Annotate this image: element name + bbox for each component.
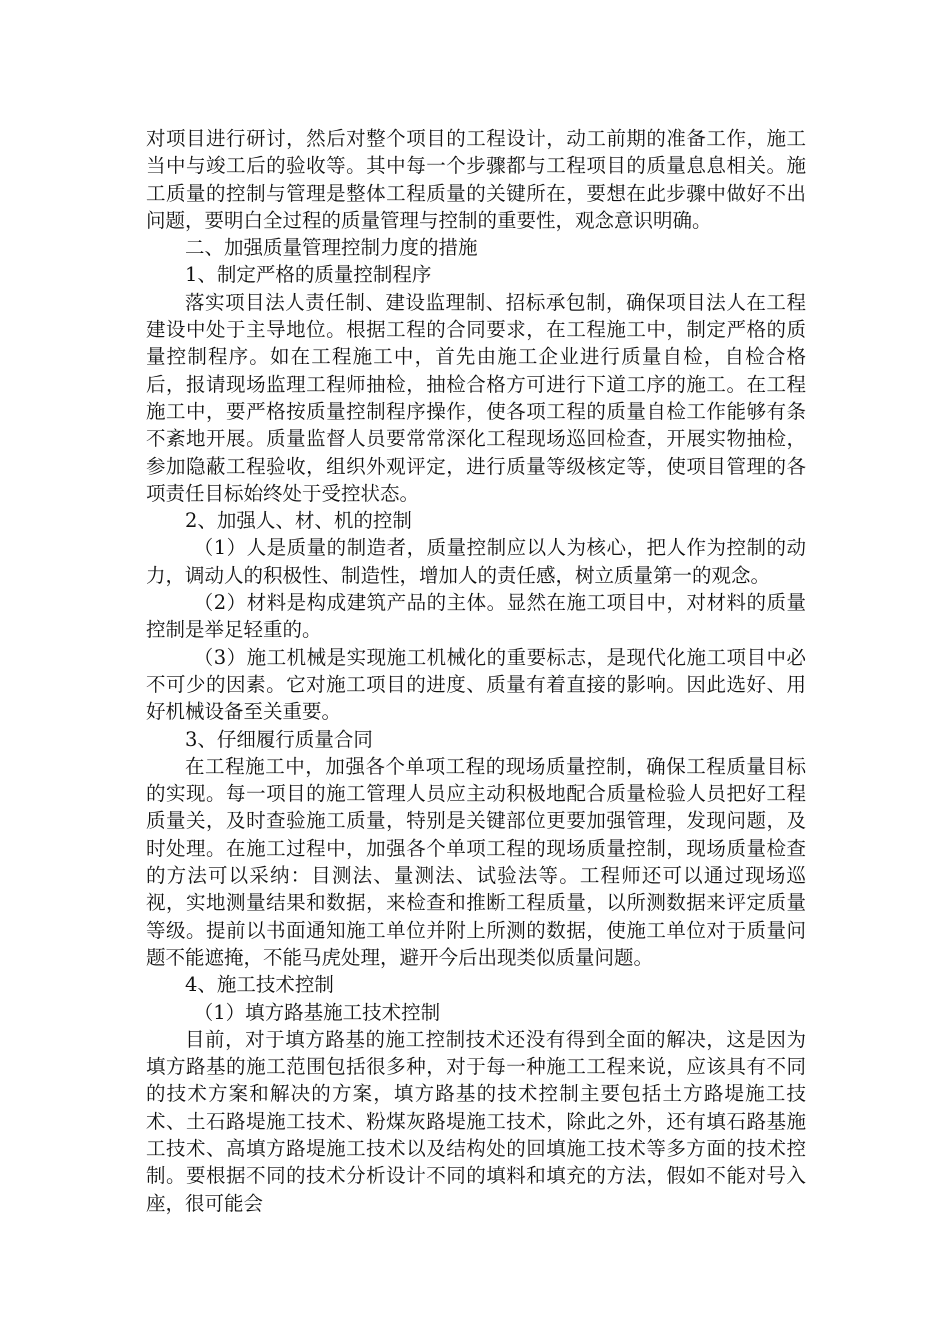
paragraph-intro-continuation: 对项目进行研讨，然后对整个项目的工程设计，动工前期的准备工作，施工当中与竣工后的验收等。其中每一个步骤都与工程项目的质量息息相关。施工质量的控制与管理是整体工程质量的关键所在，要想在此步骤中做好不出问题，要明白全过程的质量管理与控制的重要性，观念意识明确。	[146, 127, 806, 232]
subheading-technical-control: 4、施工技术控制	[185, 973, 334, 997]
subheading-quality-control-procedure: 1、制定严格的质量控制程序	[185, 263, 432, 287]
document-body	[146, 125, 806, 1217]
paragraph-material-control: （2）材料是构成建筑产品的主体。显然在施工项目中，对材料的质量控制是举足轻重的。	[146, 591, 806, 642]
section-heading-measures: 二、加强质量管理控制力度的措施	[185, 236, 478, 260]
paragraph-machinery-control: （3）施工机械是实现施工机械化的重要标志，是现代化施工项目中必不可少的因素。它对施工项目的进度、质量有着直接的影响。因此选好、用好机械设备至关重要。	[146, 645, 806, 724]
subheading-people-materials-machines: 2、加强人、材、机的控制	[185, 509, 412, 533]
paragraph-fill-subgrade-control: 目前，对于填方路基的施工控制技术还没有得到全面的解决，这是因为填方路基的施工范围包括很多种，对于每一种施工工程来说，应该具有不同的技术方案和解决的方案，填方路基的技术控制主要包括土方路堤施工技术、土石路堤施工技术、粉煤灰路堤施工技术，除此之外，还有填石路基施工技术、高填方路堤施工技术以及结构处的回填施工技术等多方面的技术控制。要根据不同的技术分析设计不同的填料和填充的方法，假如不能对号入座，很可能会	[146, 1027, 806, 1215]
paragraph-quality-control-procedure: 落实项目法人责任制、建设监理制、招标承包制，确保项目法人在工程建设中处于主导地位。根据工程的合同要求，在工程施工中，制定严格的质量控制程序。如在工程施工中，首先由施工企业进行质量自检，自检合格后，报请现场监理工程师抽检，抽检合格方可进行下道工序的施工。在工程施工中，要严格按质量控制程序操作，使各项工程的质量自检工作能够有条不紊地开展。质量监督人员要常常深化工程现场巡回检查，开展实物抽检，参加隐蔽工程验收，组织外观评定，进行质量等级核定等，使项目管理的各项责任目标始终处于受控状态。	[146, 290, 806, 505]
subheading-quality-contract: 3、仔细履行质量合同	[185, 727, 373, 751]
paragraph-people-control: （1）人是质量的制造者，质量控制应以人为核心，把人作为控制的动力，调动人的积极性、制造性，增加人的责任感，树立质量第一的观念。	[146, 536, 806, 587]
paragraph-quality-contract: 在工程施工中，加强各个单项工程的现场质量控制，确保工程质量目标的实现。每一项目的施工管理人员应主动积极地配合质量检验人员把好工程质量关，及时查验施工质量，特别是关键部位更要加强管理，发现问题，及时处理。在施工过程中，加强各个单项工程的现场质量控制，现场质量检查的方法可以采纳：目测法、量测法、试验法等。工程师还可以通过现场巡视，实地测量结果和数据，来检查和推断工程质量，以所测数据来评定质量等级。提前以书面通知施工单位并附上所测的数据，使施工单位对于质量问题不能遮掩，不能马虎处理，避开今后出现类似质量问题。	[146, 754, 806, 969]
subheading-fill-subgrade-control: （1）填方路基施工技术控制	[193, 1000, 441, 1024]
